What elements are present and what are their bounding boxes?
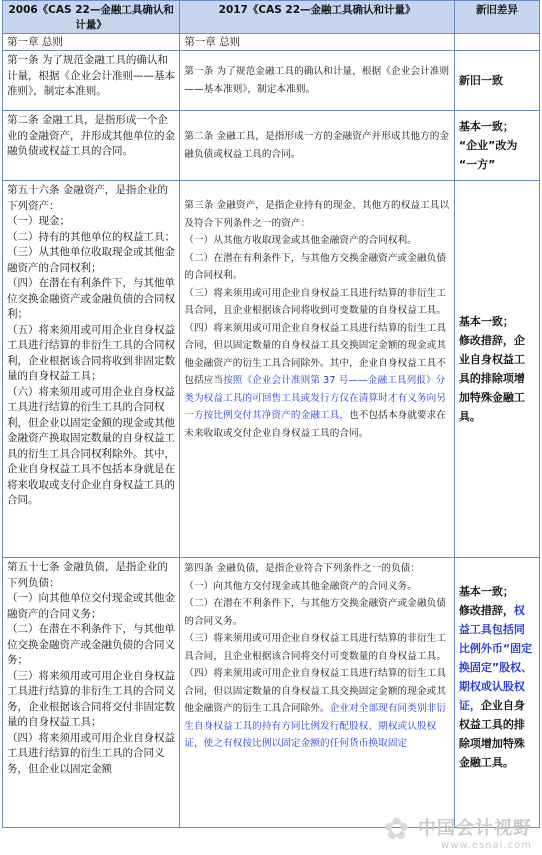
- paragraph: （一）现金；: [7, 215, 70, 227]
- watermark: [384, 812, 532, 851]
- row-article-1: [3, 51, 540, 111]
- paragraph: 第三条 金融资产，是指企业持有的现金、其他方的权益工具以及符合下列条件之一的资产：: [184, 200, 450, 229]
- row-article-2: [3, 111, 540, 181]
- new-article-3: [180, 181, 455, 558]
- diff-line: “企业”改为: [458, 139, 518, 152]
- old-article-2: 第二条 金融工具，是指形成一个企业的金融资产，并形成其他单位的金融负债或权益工具的合同。: [3, 111, 180, 181]
- paragraph: （三）将来须用或可用企业自身权益工具进行结算的非衍生工具的合同义务，企业根据该合同将交付非固定数量的自身权益工具；: [7, 669, 175, 728]
- old-article-57: [3, 558, 180, 828]
- diff-line: 具。: [458, 410, 481, 423]
- diff-article-3: [454, 181, 539, 558]
- paragraph: （一）向其他单位交付现金或其他金融资产的合同义务；: [7, 592, 175, 620]
- new-article-4: [180, 558, 455, 828]
- paragraph: （四）将来须用或可用企业自身权益工具进行结算的衍生工具合同，但以固定数量的自身权益工具交换固定金额的现金或其他金融资产的衍生工具合同除外。其中，企业自身权益工具不包括应当按照《企业会计准则第 37 号——金融工具列报》分类为权益工具的可回售工具或发行方仅在清算时才有义务向另一方按比例交付其净资产的金融工具，也不包括本身就要求在未来收取或交付企业自身权益工具的合同。: [184, 322, 447, 439]
- diff-line: 修改措辞，权益工具包括同比例外币“固定换固定”股权、期权或认股权证，企业自身权益工具的排除项增加特殊金融工具。: [458, 604, 533, 769]
- diff-line: 业自身权益工: [458, 353, 525, 366]
- row-article-3: [3, 181, 540, 558]
- diff-line: 具的排除项增: [458, 372, 525, 385]
- paragraph: 第五十七条 金融负债，是指企业的下列负债：: [7, 561, 168, 589]
- paragraph: （四）将来须用或可用企业自身权益工具进行结算的衍生工具的合同义务，但企业以固定金额: [7, 731, 175, 775]
- diff-article-4: [454, 558, 539, 828]
- paragraph: （一）向其他方交付现金或其他金融资产的合同义务。: [184, 580, 417, 592]
- paragraph: （四）在潜在有利条件下，与其他单位交换金融资产或金融负债的合同权利；: [7, 277, 175, 320]
- diff-line: “一方”: [458, 158, 496, 171]
- diff-line: 基本一致；: [458, 120, 514, 133]
- watermark-url: www.esnai.com: [441, 840, 532, 851]
- header-diff: 新旧差异: [454, 1, 539, 34]
- paragraph: （一）从其他方收取现金或其他金融资产的合同权利。: [184, 235, 417, 246]
- paragraph: （四）将来须用或可用企业自身权益工具进行结算的衍生工具合同，但以固定数量的自身权益工具交换固定金额的现金或其他金融资产的衍生工具合同除外。企业对全部现有同类别非衍生自身权益工具的持有方同比例发行配股权、期权或认股权证，使之有权按比例以固定金额的任何货币换取固定: [184, 668, 447, 749]
- header-2017: 2017《CAS 22—金融工具确认和计量》: [180, 1, 455, 34]
- diff-line: 加特殊金融工: [458, 391, 525, 404]
- row-article-4: [3, 558, 540, 828]
- flower-logo-icon: ✿: [384, 812, 410, 847]
- chapter-old: 第一章 总则: [3, 34, 180, 51]
- header-2006: 2006《CAS 22—金融工具确认和计量》: [3, 1, 180, 34]
- diff-line: 修改措辞，企: [458, 334, 525, 347]
- watermark-title: 中国会计视野: [418, 818, 532, 839]
- paragraph: （二）持有的其他单位的权益工具；: [7, 230, 175, 243]
- highlighted-change: 按照《企业会计准则第 37 号——金融工具列报》分类为权益工具的可回售工具或发行方仅在清算时才有义务向另一方按比例交付其净资产的金融工具，: [184, 375, 447, 421]
- diff-line: 基本一致；: [458, 315, 514, 328]
- paragraph: （二）在潜在不利条件下，与其他方交换金融资产或金融负债的合同义务。: [184, 598, 447, 627]
- chapter-new: 第一章 总则: [180, 34, 455, 51]
- new-article-1: 第一条 为了规范金融工具的确认和计量，根据《企业会计准则——基本准则》，制定本准则。: [180, 51, 455, 111]
- diff-line: 基本一致；: [458, 585, 514, 598]
- paragraph: （三）将来须用或可用企业自身权益工具进行结算的非衍生工具合同，且企业根据该合同将收到可变数量的自身权益工具。: [184, 287, 447, 316]
- comparison-table: [2, 0, 540, 828]
- paragraph: （三）从其他单位收取现金或其他金融资产的合同权利；: [7, 246, 175, 274]
- old-article-1: 第一条 为了规范金融工具的确认和计量，根据《企业会计准则——基本准则》，制定本准则。: [3, 51, 180, 111]
- chapter-row: [3, 34, 540, 51]
- paragraph: （六）将来须用或可用企业自身权益工具进行结算的衍生工具的合同权利，但企业以固定金额的现金或其他金融资产换取固定数量的自身权益工具的衍生工具合同权利除外。其中，企业自身权益工具不包括本身就是在将来收取或支付企业自身权益工具的合同。: [7, 385, 175, 506]
- chapter-diff: [454, 34, 539, 51]
- highlighted-change: 企业对全部现有同类别非衍生自身权益工具的持有方同比例发行配股权、期权或认股权证，使之有权按比例以固定金额的任何货币换取固定: [184, 703, 447, 749]
- new-article-2: 第二条 金融工具，是指形成一方的金融资产并形成其他方的金融负债或权益工具的合同。: [180, 111, 455, 181]
- paragraph: 第四条 金融负债，是指企业符合下列条件之一的负债：: [184, 563, 421, 574]
- diff-article-2: [454, 111, 539, 181]
- diff-article-1: 新旧一致: [454, 51, 539, 111]
- paragraph: （二）在潜在不利条件下，与其他单位交换金融资产或金融负债的合同义务；: [7, 623, 175, 666]
- old-article-56: [3, 181, 180, 558]
- header-row: [3, 1, 540, 34]
- paragraph: 第五十六条 金融资产，是指企业的下列资产：: [7, 184, 168, 212]
- paragraph: （三）将来须用或可用企业自身权益工具进行结算的非衍生工具合同，且企业根据该合同将交付可变数量的自身权益工具。: [184, 633, 447, 662]
- paragraph: （二）在潜在有利条件下，与其他方交换金融资产或金融负债的合同权利。: [184, 252, 447, 281]
- highlighted-change: 权益工具包括同比例外币“固定换固定”股权、期权或认股权证，: [458, 604, 533, 712]
- paragraph: （五）将来须用或可用企业自身权益工具进行结算的非衍生工具的合同权利，企业根据该合同将收到非固定数量的自身权益工具；: [7, 323, 175, 382]
